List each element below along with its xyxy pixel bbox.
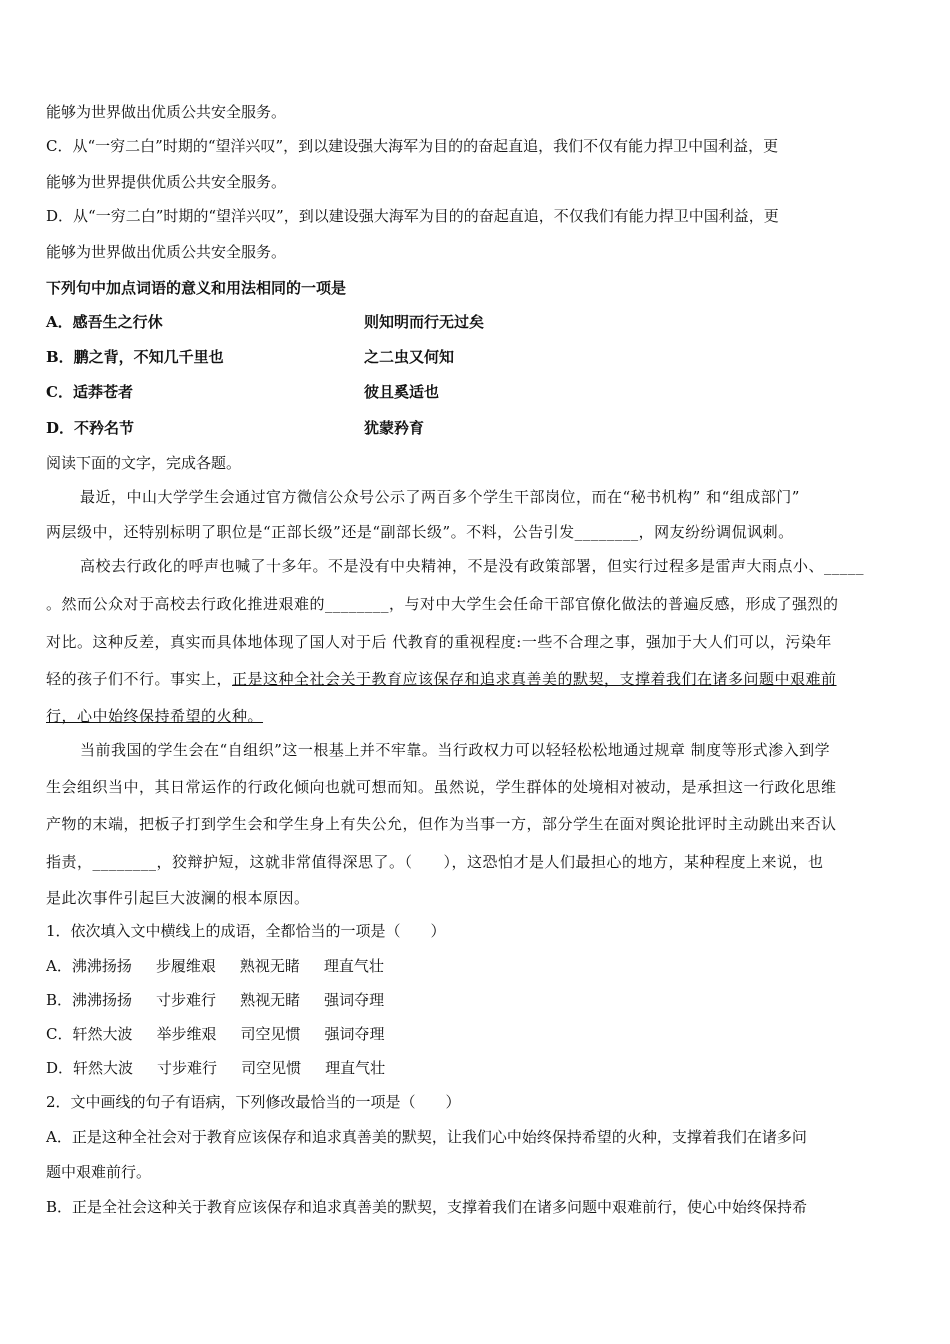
question-stem: 下列句中加点词语的意义和用法相同的一项是 <box>46 279 347 297</box>
idiom: 司空见惯 <box>241 1059 302 1077</box>
passage-line: 高校去行政化的呼声也喊了十多年。不是没有中央精神，不是没有政策部署，但实行过程多是雷声大雨点小、_____ <box>80 557 865 575</box>
passage-line: 指责，________，狡辩护短，这就非常值得深思了。（ ），这恐怕才是人们最担心的地方，某种程度上来说，也 <box>46 853 824 871</box>
q1-option-d <box>46 1058 904 1078</box>
idiom: 强词夺理 <box>324 1025 385 1043</box>
text-line: 能够为世界做出优质公共安全服务。 <box>46 103 287 121</box>
option-label: C．适莽苍者 <box>46 383 133 401</box>
option-label: A．感吾生之行休 <box>46 313 163 331</box>
idiom: 司空见惯 <box>240 1025 301 1043</box>
option-label: D．不矜名节 <box>46 419 135 437</box>
idiom: 寸步难行 <box>157 1059 218 1077</box>
option-label: C． <box>46 1025 73 1043</box>
q2-option-a-cont: 题中艰难前行。 <box>46 1163 152 1181</box>
passage-line: 两层级中，还特别标明了职位是“正部长级”还是“副部长级”。不料，公告引发________，网友纷纷调侃讽刺。 <box>46 523 794 541</box>
option-pair: 则知明而行无过矣 <box>364 313 485 331</box>
idiom: 强词夺理 <box>324 991 385 1009</box>
question-2-stem: 2．文中画线的句子有语病，下列修改最恰当的一项是（ ） <box>46 1093 461 1111</box>
underlined-sentence: 行，心中始终保持希望的火种。 <box>46 707 264 725</box>
idiom: 熟视无睹 <box>240 991 301 1009</box>
word-option-c <box>46 382 904 402</box>
question-1-stem: 1．依次填入文中横线上的成语，全都恰当的一项是（ ） <box>46 922 446 940</box>
passage-line: 生会组织当中，其日常运作的行政化倾向也就可想而知。虽然说，学生群体的处境相对被动，是承担这一行政化思维 <box>46 778 837 796</box>
idiom: 沸沸扬扬 <box>71 957 132 975</box>
q2-option-b: B．正是全社会这种关于教育应该保存和追求真善美的默契，支撑着我们在诸多问题中艰难前行，使心中始终保持希 <box>46 1198 808 1216</box>
option-label: B． <box>46 991 73 1009</box>
passage-line: 。然而公众对于高校去行政化推进艰难的________，与对中大学生会任命干部官僚化做法的普遍反感，形成了强烈的 <box>46 595 839 613</box>
word-option-d <box>46 418 904 438</box>
idiom: 举步维艰 <box>156 1025 217 1043</box>
option-pair: 犹蒙矜育 <box>364 419 425 437</box>
option-c-line: C．从“一穷二白”时期的“望洋兴叹”，到以建设强大海军为目的的奋起直追，我们不仅有能力捍卫中国利益，更 <box>46 137 779 155</box>
idiom: 轩然大波 <box>72 1025 133 1043</box>
passage-line: 产物的末端，把板子打到学生会和学生身上有失公允，但作为当事一方，部分学生在面对舆论批评时主动跳出来否认 <box>46 815 837 833</box>
reading-intro: 阅读下面的文字，完成各题。 <box>46 454 242 472</box>
q1-option-b <box>46 990 904 1010</box>
passage-line <box>46 706 904 726</box>
option-label: A． <box>46 957 72 975</box>
q1-option-c <box>46 1024 904 1044</box>
option-label: D． <box>46 1059 74 1077</box>
idiom: 步履维艰 <box>155 957 216 975</box>
underlined-sentence: 正是这种全社会关于教育应该保存和追求真善美的默契，支撑着我们在诸多问题中艰难前 <box>232 670 837 688</box>
idiom: 理直气壮 <box>323 957 384 975</box>
idiom: 熟视无睹 <box>239 957 300 975</box>
option-label: B．鹏之背，不知几千里也 <box>46 348 224 366</box>
text-line: 能够为世界提供优质公共安全服务。 <box>46 173 287 191</box>
text-line: 能够为世界做出优质公共安全服务。 <box>46 243 287 261</box>
idiom: 理直气壮 <box>325 1059 386 1077</box>
option-pair: 彼且奚适也 <box>364 383 440 401</box>
idiom: 轩然大波 <box>73 1059 134 1077</box>
idiom: 寸步难行 <box>156 991 217 1009</box>
q1-option-a <box>46 956 904 976</box>
q2-option-a: A．正是这种全社会对于教育应该保存和追求真善美的默契，让我们心中始终保持希望的火种，支撑着我们在诸多问 <box>46 1128 807 1146</box>
word-option-a <box>46 312 904 332</box>
passage-line: 当前我国的学生会在“自组织”这一根基上并不牢靠。当行政权力可以轻轻松松地通过规章 制度等形式渗入到学 <box>80 741 831 759</box>
idiom: 沸沸扬扬 <box>72 991 133 1009</box>
passage-text: 轻的孩子们不行。事实上， <box>46 670 233 688</box>
passage-line: 最近，中山大学学生会通过官方微信公众号公示了两百多个学生干部岗位，而在“秘书机构” 和“组成部门” <box>80 488 800 506</box>
passage-line: 对比。这种反差，真实而具体地体现了国人对于后 代教育的重视程度:一些不合理之事，强加于大人们可以，污染年 <box>46 633 832 651</box>
option-pair: 之二虫又何知 <box>364 348 455 366</box>
passage-line <box>46 669 904 689</box>
option-d-line: D．从“一穷二白”时期的“望洋兴叹”，到以建设强大海军为目的的奋起直追，不仅我们有能力捍卫中国利益，更 <box>46 207 779 225</box>
word-option-b <box>46 347 904 367</box>
passage-line: 是此次事件引起巨大波澜的根本原因。 <box>46 889 310 907</box>
